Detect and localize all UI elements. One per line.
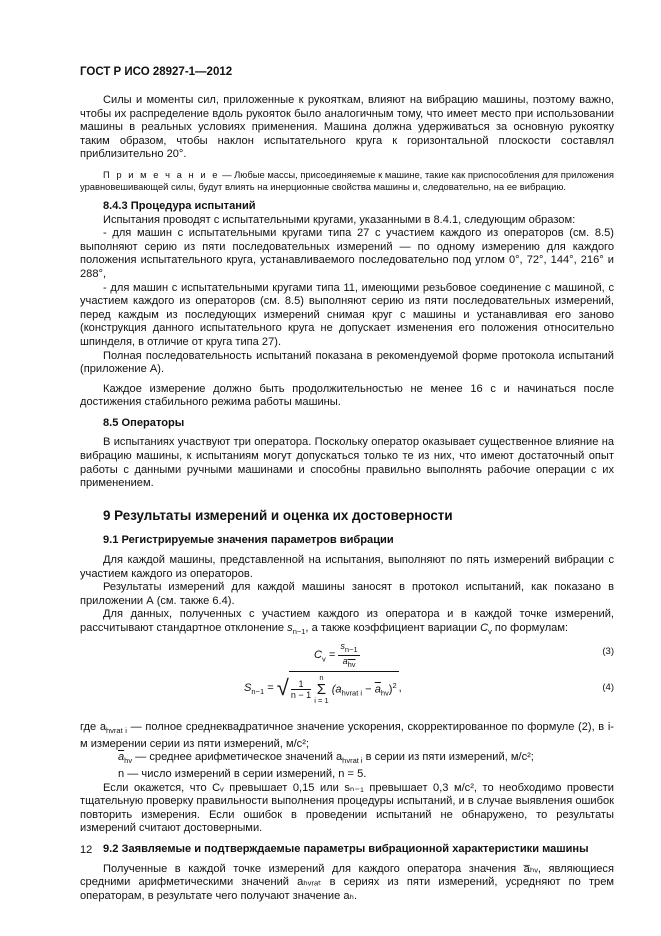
section-8-4-3-p1: Испытания проводят с испытательными кругами, указанными в 8.4.1, следующим образом: bbox=[103, 213, 576, 226]
formula-4-expression: $S_{n-1}$ = √ $\frac{1}{n - 1}$ n Σ i = 1 $(a_{hvrat i} - \overline{a}_{hv})^2$ , bbox=[244, 672, 402, 705]
sum-symbol: Σ bbox=[316, 680, 327, 698]
section-9-1-p2: Результаты измерений для каждой машины заносят в протокол испытаний, как показано в приложении А (см. также 6.4). bbox=[80, 581, 614, 607]
section-9-2-p1: Полученные в каждой точке измерений для каждого оператора значения a̅ₕᵥ, являющиеся средними арифметическими значений aₕᵥᵣₐₜ в сериях из пяти измерений, усредняют по трем операторам, в результате чего получают значение aₕ. bbox=[80, 862, 614, 902]
section-9-1-p3: Для данных, полученных с участием каждого из оператора и в каждой точке измерений, рассчитывают стандартное отклонение $s_{n-1}$, а также коэффициент вариации $C_v$ по формулам: bbox=[80, 608, 614, 637]
intro-paragraph: Силы и моменты сил, приложенные к рукояткам, влияют на вибрацию машины, поэтому важно, чтобы их распределение вдоль рукояток было аналогичным тому, что имеет место при использовании машины в реальных условиях применения. Машина должна удерживаться за основную рукоятку таким образом, чтобы наклон испытательного круга к горизонтальной плоскости составлял приблизительно 20°. bbox=[80, 94, 614, 161]
page-header: ГОСТ Р ИСО 28927-1—2012 bbox=[80, 66, 233, 78]
formula-3 bbox=[80, 640, 614, 669]
section-9-1-p1: Для каждой машины, представленной на испытания, выполняют по пять измерений вибрации с участием каждого из операторов. bbox=[80, 554, 614, 580]
section-8-4-3-p3: - для машин с испытательными кругами типа 11, имеющими резьбовое соединение с машиной, с участием каждого из операторов (см. 8.5) выполняют серию из пяти последовательных измерений, перед каждым из последующих измерений снимая круг с машины и устанавливая его заново (конструкция данного испытательного круга не допускает изменения его положения относительно шпинделя, в отличие от круга типа 27). bbox=[80, 281, 614, 348]
legend-row-1: где $a_{hvrat i}$ — полное среднеквадратичное значение ускорения, скорректированное по формуле (2), в i-м измерении серии из пяти измерений, м/с²; bbox=[80, 720, 614, 750]
page-number: 12 bbox=[80, 844, 93, 856]
section-8-4-3-title: 8.4.3 Процедура испытаний bbox=[103, 199, 256, 212]
formula-legend bbox=[80, 721, 614, 782]
section-9-1-title: 9.1 Регистрируемые значения параметров вибрации bbox=[103, 534, 394, 547]
sqrt-body: $\frac{1}{n - 1}$ n Σ i = 1 $(a_{hvrat i} - \overline{a}_{hv})^2$ bbox=[290, 672, 397, 705]
legend-row-2: $\overline{a}_{hv}$ — среднее арифметическое значений $a_{hvrat i}$ в серии из пяти измерений, м/с²; bbox=[118, 751, 534, 766]
formula-3-number: (3) bbox=[602, 645, 614, 657]
legend-row-3: n — число измерений в серии измерений, n = 5. bbox=[118, 768, 367, 781]
formula-4-number: (4) bbox=[602, 681, 614, 693]
sqrt-symbol: √ bbox=[276, 675, 289, 701]
note-label: П р и м е ч а н и е bbox=[103, 168, 220, 180]
section-8-4-3-p4: Полная последовательность испытаний показана в рекомендуемой форме протокола испытаний (приложение А). bbox=[80, 349, 614, 376]
validity-paragraph: Если окажется, что Cᵥ превышает 0,15 или sₙ₋₁ превышает 0,3 м/с², то необходимо провести тщательную проверку правильности выполнения процедуры испытаний, и в случае выявления ошибок повторить измерения. Если ошибок в проведении испытаний не обнаружено, то результаты измерений считают достоверными. bbox=[80, 781, 614, 835]
section-9-2-title: 9.2 Заявляемые и подтверждаемые параметры вибрационной характеристики машины bbox=[103, 843, 589, 855]
section-8-4-3-p2: - для машин с испытательными кругами типа 27 с участием каждого из операторов (см. 8.5) выполняют серию из пяти последовательных измерений — по одному измерению для каждого положения испытательного круга, устанавливаемого последовательно под углом 0°, 72°, 144°, 216° и 288°, bbox=[80, 227, 614, 280]
section-8-4-3-p5: Каждое измерение должно быть продолжительностью не менее 16 с и начинаться после достижения стабильного режима работы машины. bbox=[80, 382, 614, 409]
note bbox=[80, 169, 614, 193]
formula-4 bbox=[80, 671, 614, 715]
formula-3-expression: $C_v$ = $\frac{s_{n-1}}{a_{hv}}$ bbox=[314, 640, 358, 669]
section-8-5-p1: В испытаниях участвуют три оператора. Поскольку оператор оказывает существенное влияние на вибрацию машины, к испытаниям могут допускаться только те из них, что имеют достаточный опыт работы с данными ручными машинами и способны правильно выполнять рабочие операции с их применением. bbox=[80, 436, 614, 490]
formula-3-fraction: $\frac{s_{n-1}}{a_{hv}}$ bbox=[340, 640, 358, 669]
note-text: — Любые массы, присоединяемые к машине, такие как приспособления для приложения уравновешивающей силы, будут влиять на инерционные свойства машины и, следовательно, на ее вибрацию. bbox=[80, 168, 614, 192]
page-content bbox=[80, 94, 614, 903]
section-9-title: 9 Результаты измерений и оценка их достоверности bbox=[103, 507, 453, 523]
section-8-5-title: 8.5 Операторы bbox=[103, 416, 185, 429]
